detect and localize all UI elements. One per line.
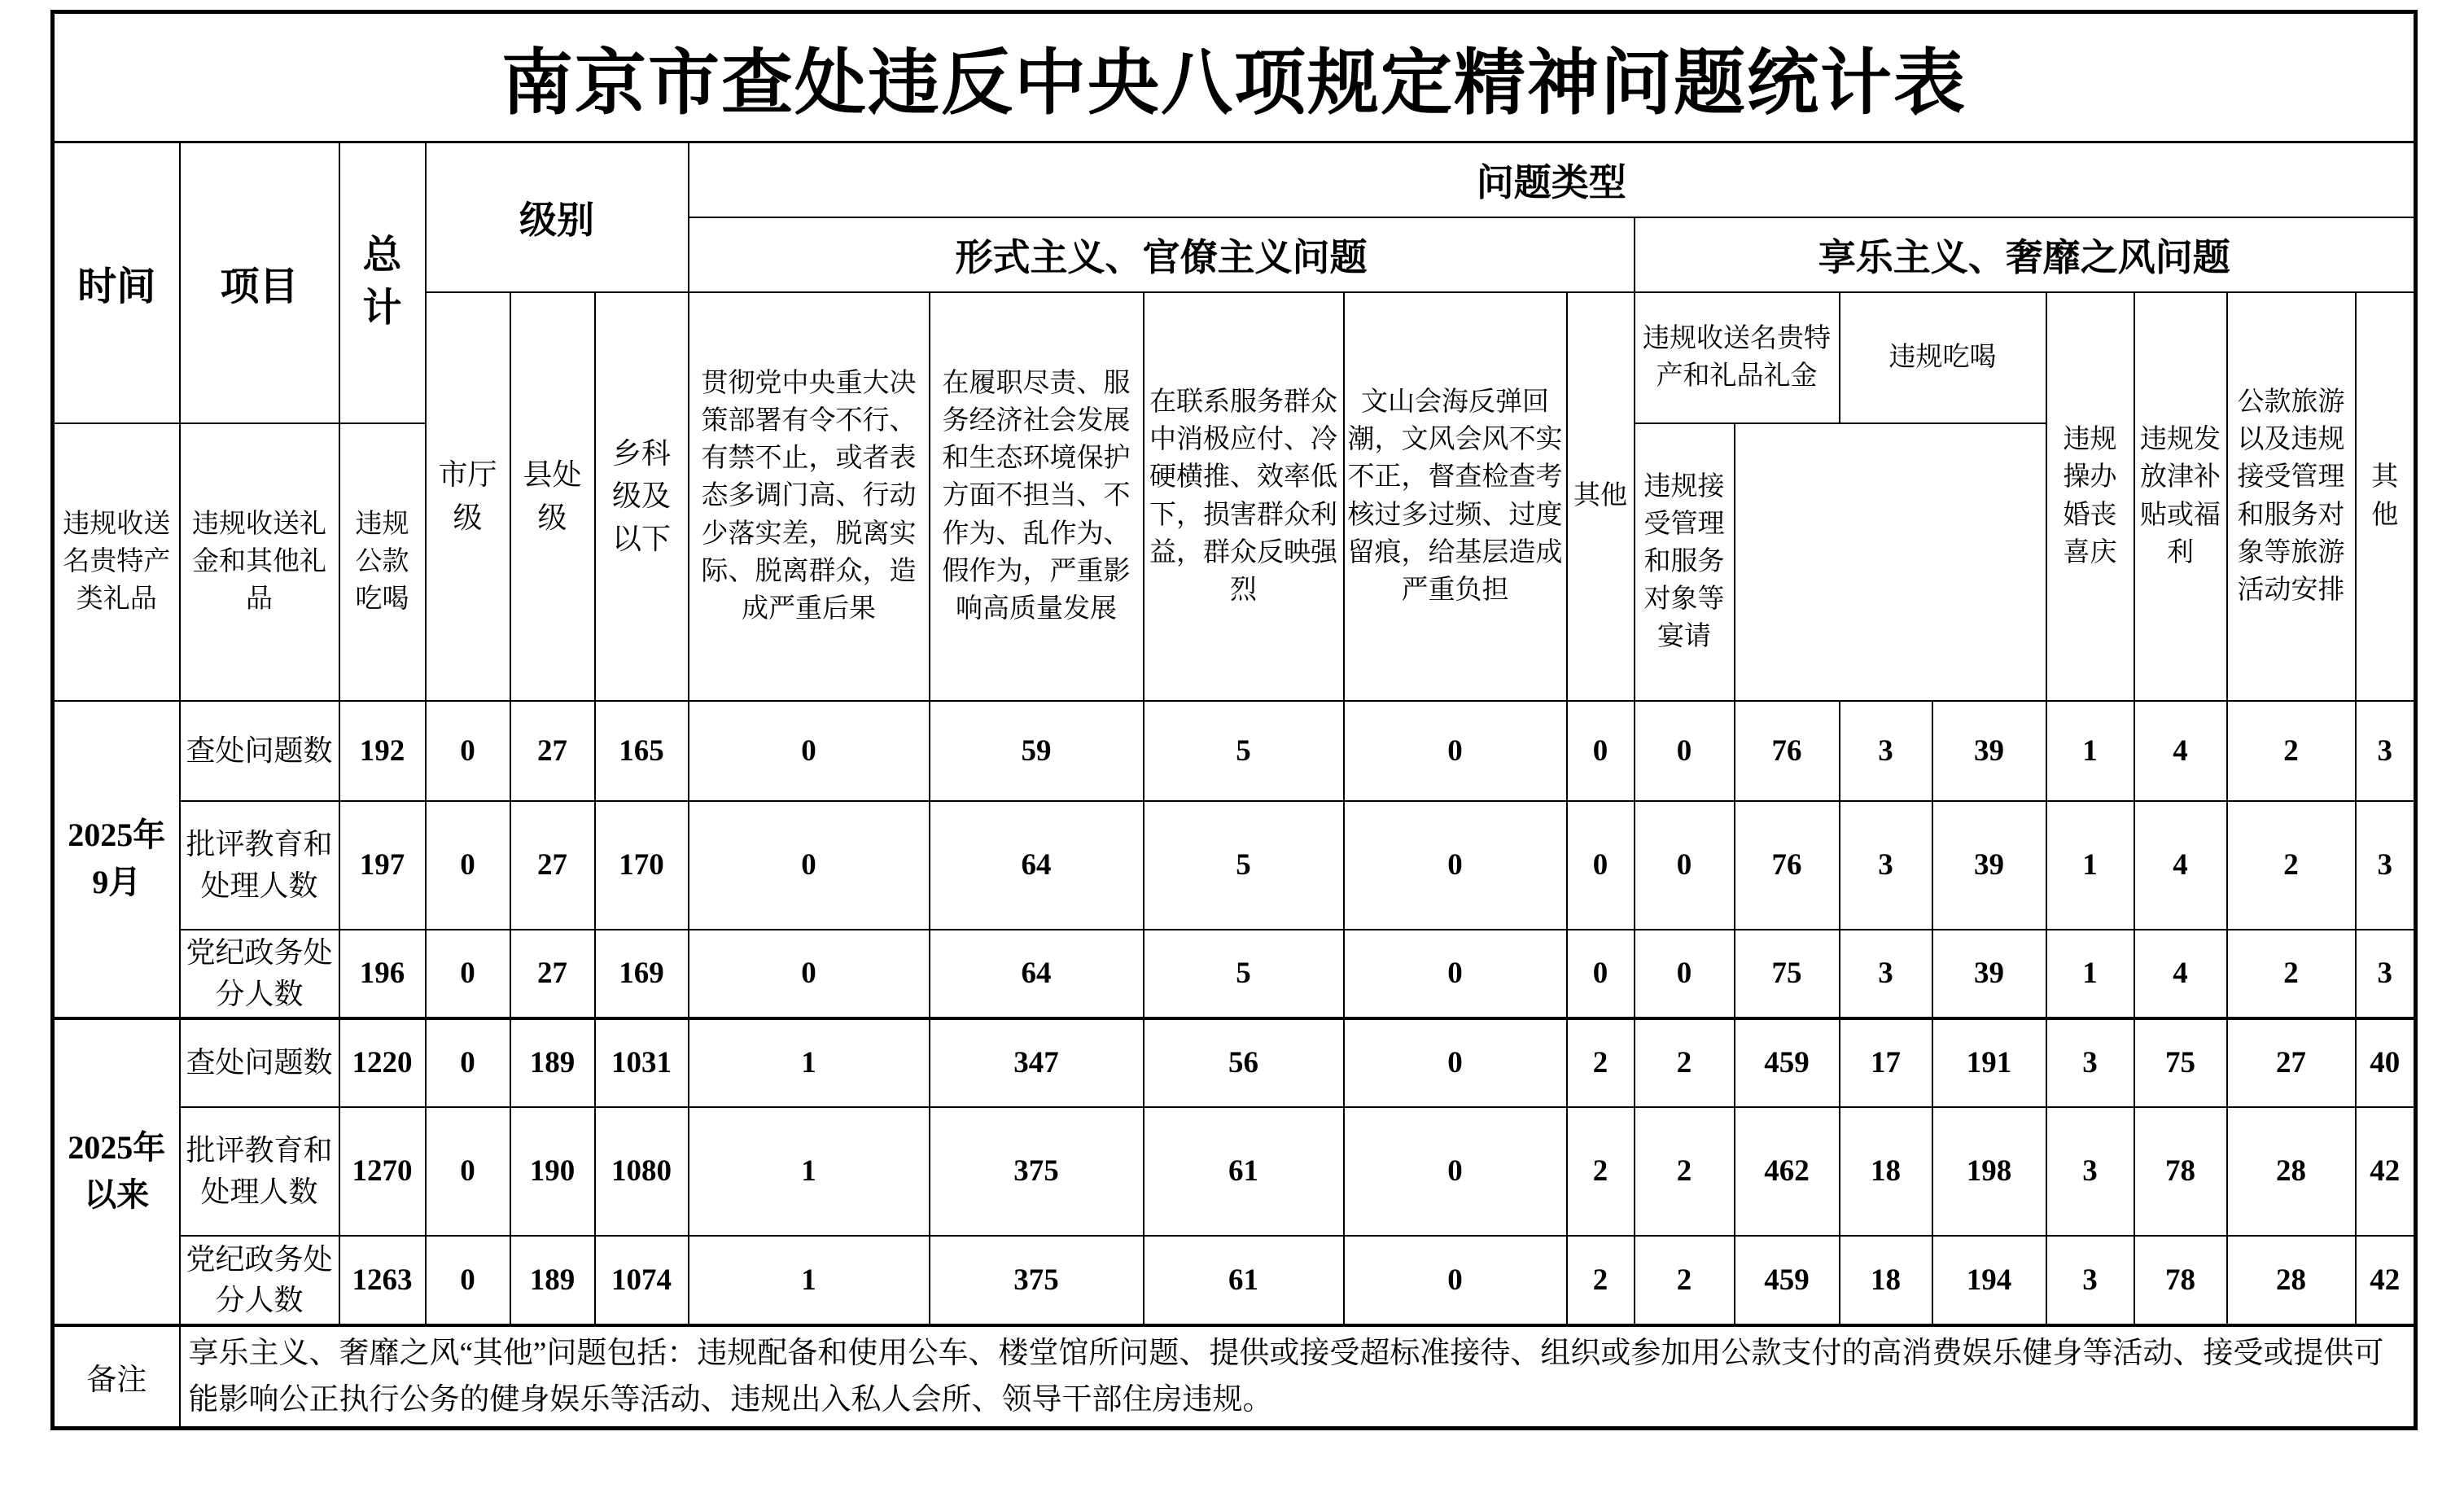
header-problem-type-group: 问题类型: [689, 142, 2416, 217]
value-cell: 75: [2134, 1018, 2227, 1107]
value-cell: 0: [426, 930, 510, 1018]
value-cell: 5: [1144, 930, 1344, 1018]
value-cell: 39: [1932, 801, 2046, 930]
value-cell: 0: [1344, 801, 1567, 930]
value-cell: 3: [1840, 801, 1932, 930]
header-hedonism-col-other: 其他: [2356, 292, 2416, 701]
value-cell: 0: [426, 801, 510, 930]
header-hedonism-col-travel: 公款旅游以及违规接受管理和服务对象等旅游活动安排: [2227, 292, 2356, 701]
value-cell: 0: [689, 930, 930, 1018]
value-cell: 5: [1144, 701, 1344, 801]
value-cell: 39: [1932, 701, 2046, 801]
value-cell: 459: [1735, 1018, 1840, 1107]
header-formalism-col-other: 其他: [1567, 292, 1635, 701]
value-cell: 0: [426, 1018, 510, 1107]
value-cell: 0: [1344, 930, 1567, 1018]
value-cell: 3: [2356, 701, 2416, 801]
value-cell: 2: [1635, 1107, 1735, 1236]
value-cell: 27: [2227, 1018, 2356, 1107]
value-cell: 3: [2046, 1236, 2134, 1325]
value-cell: 1: [2046, 701, 2134, 801]
value-cell: 5: [1144, 801, 1344, 930]
value-cell: 27: [510, 930, 595, 1018]
value-cell: 2: [1635, 1018, 1735, 1107]
value-cell: 59: [930, 701, 1144, 801]
value-cell: 2: [1567, 1236, 1635, 1325]
value-cell: 75: [1735, 930, 1840, 1018]
value-cell: 1080: [595, 1107, 689, 1236]
value-cell: 1: [689, 1236, 930, 1325]
value-cell: 0: [1567, 930, 1635, 1018]
value-cell: 170: [595, 801, 689, 930]
value-cell: 2: [1567, 1018, 1635, 1107]
value-cell: 0: [1344, 701, 1567, 801]
value-cell: 2: [2227, 701, 2356, 801]
value-cell: 17: [1840, 1018, 1932, 1107]
value-cell: 1: [2046, 930, 2134, 1018]
value-cell: 375: [930, 1236, 1144, 1325]
value-cell: 28: [2227, 1236, 2356, 1325]
value-cell: 76: [1735, 701, 1840, 801]
value-cell: 0: [689, 801, 930, 930]
value-cell: 76: [1735, 801, 1840, 930]
value-cell: 194: [1932, 1236, 2046, 1325]
header-total: [339, 142, 426, 423]
header-formalism-col-4: 文山会海反弹回潮，文风会风不实不正，督查检查考核过多过频、过度留痕，给基层造成严重负担: [1344, 292, 1567, 701]
value-cell: 1074: [595, 1236, 689, 1325]
value-cell: 0: [426, 701, 510, 801]
value-cell: 3: [1840, 930, 1932, 1018]
header-level-col-city: 市厅级: [426, 292, 510, 701]
value-cell: 2: [2227, 930, 2356, 1018]
header-hedonism-col-allowance: 违规发放津补贴或福利: [2134, 292, 2227, 701]
value-cell: 61: [1144, 1236, 1344, 1325]
value-cell: 0: [426, 1107, 510, 1236]
value-cell: 18: [1840, 1107, 1932, 1236]
value-cell: 0: [1344, 1107, 1567, 1236]
value-cell: 1031: [595, 1018, 689, 1107]
value-cell: 42: [2356, 1107, 2416, 1236]
value-cell: 1: [2046, 801, 2134, 930]
value-cell: 1270: [339, 1107, 426, 1236]
value-cell: 3: [2046, 1018, 2134, 1107]
header-formalism-col-1: 贯彻党中央重大决策部署有令不行、有禁不止，或者表态多调门高、行动少落实差，脱离实际、脱离群众，造成严重后果: [689, 292, 930, 701]
header-gift-col-specialty: 违规收送名贵特产类礼品: [53, 423, 180, 701]
value-cell: 27: [510, 701, 595, 801]
header-dining-col-banquet: 违规接受管理和服务对象等宴请: [1635, 423, 1735, 701]
value-cell: 61: [1144, 1107, 1344, 1236]
value-cell: 3: [2356, 930, 2416, 1018]
value-cell: 459: [1735, 1236, 1840, 1325]
header-level-group: 级别: [426, 142, 689, 292]
item-cell: 党纪政务处分人数: [180, 930, 339, 1018]
value-cell: 39: [1932, 930, 2046, 1018]
value-cell: 4: [2134, 801, 2227, 930]
value-cell: 189: [510, 1018, 595, 1107]
value-cell: 1220: [339, 1018, 426, 1107]
item-cell: 查处问题数: [180, 701, 339, 801]
value-cell: 169: [595, 930, 689, 1018]
value-cell: 198: [1932, 1107, 2046, 1236]
value-cell: 0: [1635, 801, 1735, 930]
value-cell: 56: [1144, 1018, 1344, 1107]
value-cell: 42: [2356, 1236, 2416, 1325]
value-cell: 2: [1635, 1236, 1735, 1325]
item-cell: 查处问题数: [180, 1018, 339, 1107]
value-cell: 196: [339, 930, 426, 1018]
value-cell: 2: [1567, 1107, 1635, 1236]
header-gift-col-cash: 违规收送礼金和其他礼品: [180, 423, 339, 701]
value-cell: 4: [2134, 930, 2227, 1018]
header-hedonism-group: 享乐主义、奢靡之风问题: [1635, 217, 2416, 292]
value-cell: 78: [2134, 1107, 2227, 1236]
value-cell: 189: [510, 1236, 595, 1325]
header-item: 项目: [180, 142, 339, 423]
header-total-label: 总计: [362, 234, 402, 331]
value-cell: 192: [339, 701, 426, 801]
value-cell: 0: [1635, 701, 1735, 801]
value-cell: 165: [595, 701, 689, 801]
value-cell: 4: [2134, 701, 2227, 801]
header-dining-col-public: 违规公款吃喝: [339, 423, 426, 701]
header-time: 时间: [53, 142, 180, 423]
value-cell: 375: [930, 1107, 1144, 1236]
value-cell: 3: [2356, 801, 2416, 930]
value-cell: 1: [689, 1018, 930, 1107]
value-cell: 0: [1567, 701, 1635, 801]
value-cell: 2: [2227, 801, 2356, 930]
item-cell: 批评教育和处理人数: [180, 1107, 339, 1236]
value-cell: 190: [510, 1107, 595, 1236]
value-cell: 0: [689, 701, 930, 801]
item-cell: 党纪政务处分人数: [180, 1236, 339, 1325]
value-cell: 0: [1635, 930, 1735, 1018]
value-cell: 1263: [339, 1236, 426, 1325]
value-cell: 28: [2227, 1107, 2356, 1236]
header-gift-group: 违规收送名贵特产和礼品礼金: [1635, 292, 1840, 423]
value-cell: 0: [426, 1236, 510, 1325]
header-level-col-township: 乡科级及以下: [595, 292, 689, 701]
header-level-col-county: 县处级: [510, 292, 595, 701]
value-cell: 0: [1344, 1018, 1567, 1107]
header-formalism-col-3: 在联系服务群众中消极应付、冷硬横推、效率低下，损害群众利益，群众反映强烈: [1144, 292, 1344, 701]
note-text: 享乐主义、奢靡之风“其他”问题包括：违规配备和使用公车、楼堂馆所问题、提供或接受超标准接待、组织或参加用公款支付的高消费娱乐健身等活动、接受或提供可能影响公正执行公务的健身娱乐等活动、违规出入私人会所、领导干部住房违规。: [180, 1325, 2416, 1429]
value-cell: 197: [339, 801, 426, 930]
header-hedonism-col-wedding: 违规操办婚丧喜庆: [2046, 292, 2134, 701]
header-dining-group: 违规吃喝: [1840, 292, 2046, 423]
value-cell: 3: [1840, 701, 1932, 801]
item-cell: 批评教育和处理人数: [180, 801, 339, 930]
value-cell: 191: [1932, 1018, 2046, 1107]
value-cell: 27: [510, 801, 595, 930]
header-formalism-group: 形式主义、官僚主义问题: [689, 217, 1635, 292]
value-cell: 78: [2134, 1236, 2227, 1325]
note-label: 备注: [53, 1325, 180, 1429]
time-cell: 2025年 以来: [53, 1018, 180, 1325]
value-cell: 462: [1735, 1107, 1840, 1236]
value-cell: 347: [930, 1018, 1144, 1107]
time-cell: 2025年 9月: [53, 701, 180, 1018]
value-cell: 64: [930, 801, 1144, 930]
value-cell: 3: [2046, 1107, 2134, 1236]
table-title: 南京市查处违反中央八项规定精神问题统计表: [53, 12, 2416, 142]
statistics-table: [50, 10, 2418, 1430]
header-formalism-col-2: 在履职尽责、服务经济社会发展和生态环境保护方面不担当、不作为、乱作为、假作为，严重影响高质量发展: [930, 292, 1144, 701]
value-cell: 0: [1344, 1236, 1567, 1325]
value-cell: 18: [1840, 1236, 1932, 1325]
value-cell: 64: [930, 930, 1144, 1018]
value-cell: 40: [2356, 1018, 2416, 1107]
value-cell: 0: [1567, 801, 1635, 930]
value-cell: 1: [689, 1107, 930, 1236]
